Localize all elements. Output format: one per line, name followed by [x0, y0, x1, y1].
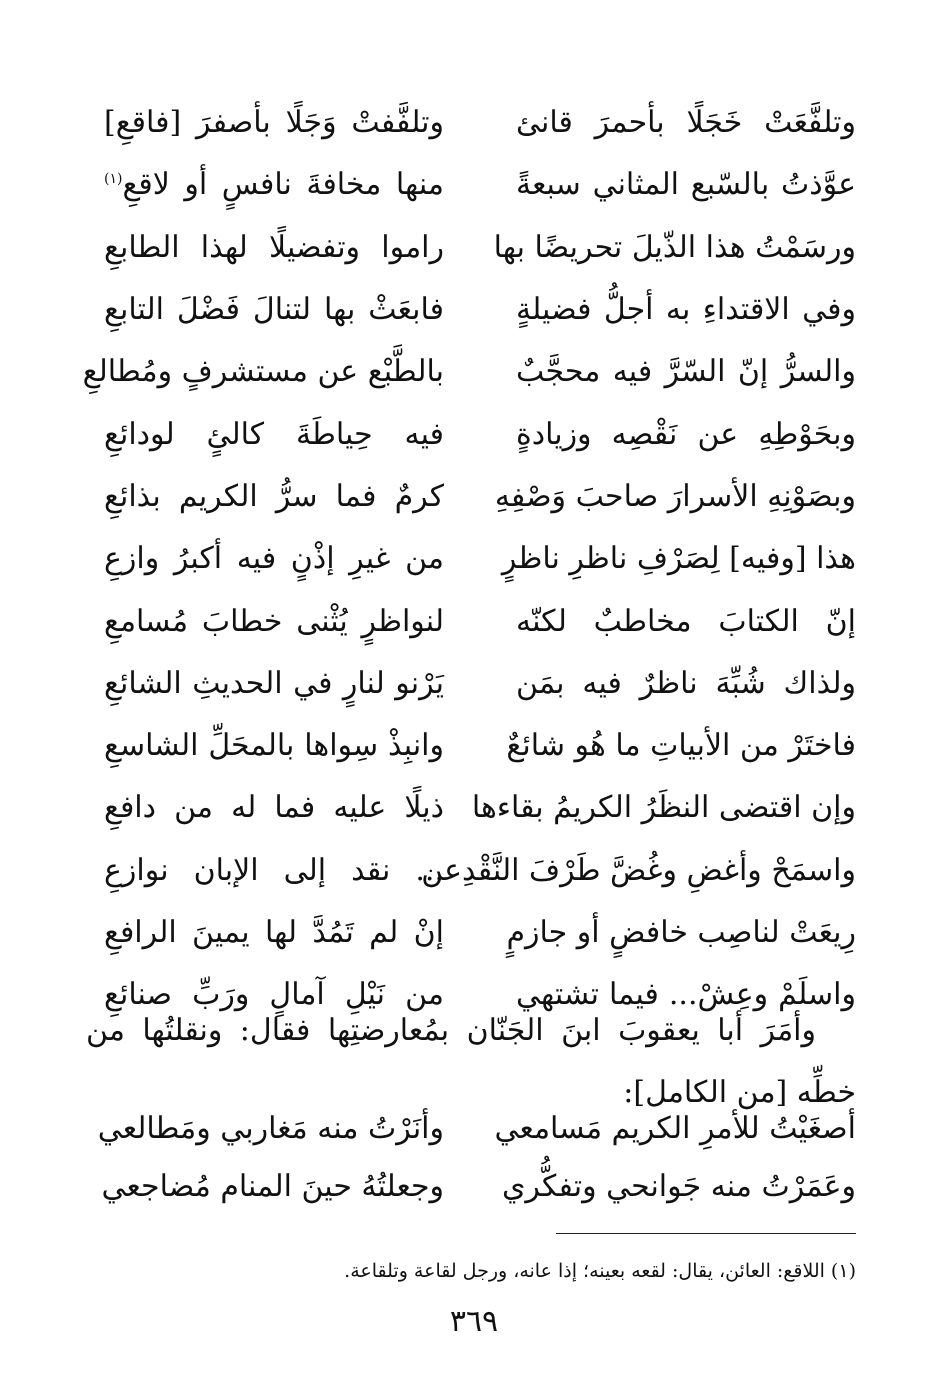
verse-first-hemistich: عوَّذتُ بالسّبع المثاني سبعةً: [516, 167, 856, 203]
verse-second-hemistich: [104, 417, 444, 453]
verse-second-text: إنْ لم تَمُدَّ لها يمينَ الرافعِ: [104, 915, 444, 950]
verse-second-hemistich: [104, 790, 444, 826]
verse-first-hemistich: إنّ الكتابَ مخاطبٌ لكنّه: [516, 603, 856, 639]
verse-line: [96, 902, 856, 964]
verse-second-text: ... نقد إلى الإبان نوازعِ: [104, 852, 444, 888]
verse-first-hemistich: واسلَمْ وعِشْ... فيما تشتهي: [516, 977, 856, 1013]
verse-second-hemistich: [104, 167, 444, 203]
verse-first-hemistich: رِيعَتْ لناصِب خافضٍ أو جازمٍ: [506, 915, 856, 950]
verse-second-hemistich: [104, 105, 444, 141]
verse-first-hemistich: ورسَمْتُ هذا الذّيلَ تحريضًا بها: [493, 229, 856, 265]
verse-second-text: وأنَرْتُ منه مَغاربي ومَطالعي: [97, 1111, 444, 1146]
verse-line: [96, 840, 856, 902]
verse-second-text: فيه حِياطَةَ كالئٍ لودائعِ: [104, 416, 444, 452]
verse-second-text: كرمٌ فما سرُّ الكريم بذائعِ: [104, 478, 444, 514]
poem-section: [82, 92, 856, 1026]
verse-first-hemistich: هذا [وفيه] لِصَرْفِ ناظرِ ناظرٍ: [501, 541, 856, 577]
verse-first-hemistich: وتلفَّعَتْ خَجَلًا بأحمرَ قانئ: [516, 105, 856, 141]
verse-line: [96, 590, 856, 652]
verse-second-hemistich: [104, 853, 444, 889]
verse-line: [96, 715, 856, 777]
verse-line: [96, 92, 856, 154]
verse-second-hemistich: [104, 541, 444, 577]
verse-line: [96, 777, 856, 839]
verse-second-text: وجعلتُهُ حينَ المنام مُضاجعي: [101, 1169, 444, 1204]
verse-second-hemistich: [104, 728, 444, 764]
verse-second-hemistich: [82, 354, 444, 390]
verse-first-hemistich: أصغَيْتُ للأمرِ الكريم مَسامعي: [494, 1111, 856, 1146]
verse-first-hemistich: فاختَرْ من الأبياتِ ما هُو شائعٌ: [506, 728, 856, 764]
verse-first-hemistich: وعَمَرْتُ منه جَوانحي وتفكُّري: [501, 1169, 856, 1204]
verse-second-hemistich: [104, 479, 444, 515]
verse-second-hemistich: [104, 292, 444, 328]
verse-line: [96, 1158, 856, 1216]
verse-first-hemistich: واسمَحْ وأغضِ وغُضَّ طَرْفَ النَّقْدِعن: [421, 852, 856, 888]
verse-line: [96, 653, 856, 715]
verse-second-text: ذيلًا عليه فما له من دافعِ: [104, 790, 444, 826]
verse-second-hemistich: [104, 915, 444, 951]
prose-paragraph: وأمَرَ أبا يعقوبَ ابنَ الجَنّان بمُعارضتِها فقال: ونقلتُها من خطِّه [من الكامل]:: [86, 1013, 856, 1110]
verse-second-text: من غيرِ إذْنٍ فيه أكبرُ وازعِ: [104, 541, 444, 577]
footnote: (١) اللاقع: العائن، يقال: لقعه بعينه؛ إذا عانه، ورجل لقاعة وتلقاعة.: [344, 1260, 856, 1282]
verse-second-hemistich: [101, 1169, 444, 1205]
verse-line: [96, 528, 856, 590]
verse-first-hemistich: وبصَوْنِهِ الأسرارَ صاحبَ وَصْفِهِ: [494, 478, 856, 514]
verse-second-text: لنواظرٍ يُثْنى خطابَ مُسامعِ: [104, 603, 444, 639]
verse-second-text: فابعَثْ بها لتنالَ فَضْلَ التابعِ: [104, 292, 444, 328]
verse-second-text: يَرْنو لنارٍ في الحديثِ الشائعِ: [104, 665, 444, 701]
verse-line: [82, 341, 856, 403]
verse-second-hemistich: [104, 666, 444, 702]
verse-second-text: وتلفَّفتْ وَجَلًا بأصفرَ [فاقعِ]: [104, 105, 444, 141]
verse-second-hemistich: [104, 230, 444, 266]
verse-second-text: راموا وتفضيلًا لهذا الطابعِ: [104, 229, 444, 265]
verse-first-hemistich: وإن اقتضى النظَرُ الكريمُ بقاءها: [471, 790, 856, 826]
verse-second-text: منها مخافةَ نافسٍ أو لاقعِ: [122, 167, 444, 203]
verse-second-hemistich: [97, 1111, 444, 1147]
verse-line: [96, 279, 856, 341]
verse-second-text: من نَيْلِ آمالٍ ورَبِّ صنائعِ: [104, 977, 444, 1013]
page-number: ٣٦٩: [449, 1304, 499, 1339]
verse-second-hemistich: [104, 604, 444, 640]
verse-line: [96, 217, 856, 279]
verse-line: [96, 154, 856, 216]
footnote-separator: [556, 1233, 856, 1234]
verse-second-text: وانبِذْ سِواها بالمحَلِّ الشاسعِ: [104, 728, 444, 764]
verse-line: [96, 403, 856, 465]
verse-first-hemistich: والسرُّ إنّ السّرَّ فيه محجَّبٌ: [516, 354, 856, 390]
verse-line: [96, 466, 856, 528]
verse-second-text: بالطَّبْع عن مستشرفٍ ومُطالعِ: [82, 354, 444, 390]
poem-section-2: [96, 1100, 856, 1216]
verse-first-hemistich: ولذاك شُبِّهَ ناظرٌ فيه بمَن: [516, 665, 856, 701]
verse-line: [96, 1100, 856, 1158]
footnote-marker: (١): [104, 171, 123, 188]
verse-first-hemistich: وبحَوْطِهِ عن نَقْصِه وزيادةٍ: [516, 416, 856, 452]
verse-first-hemistich: وفي الاقتداءِ به أجلُّ فضيلةٍ: [516, 292, 856, 328]
